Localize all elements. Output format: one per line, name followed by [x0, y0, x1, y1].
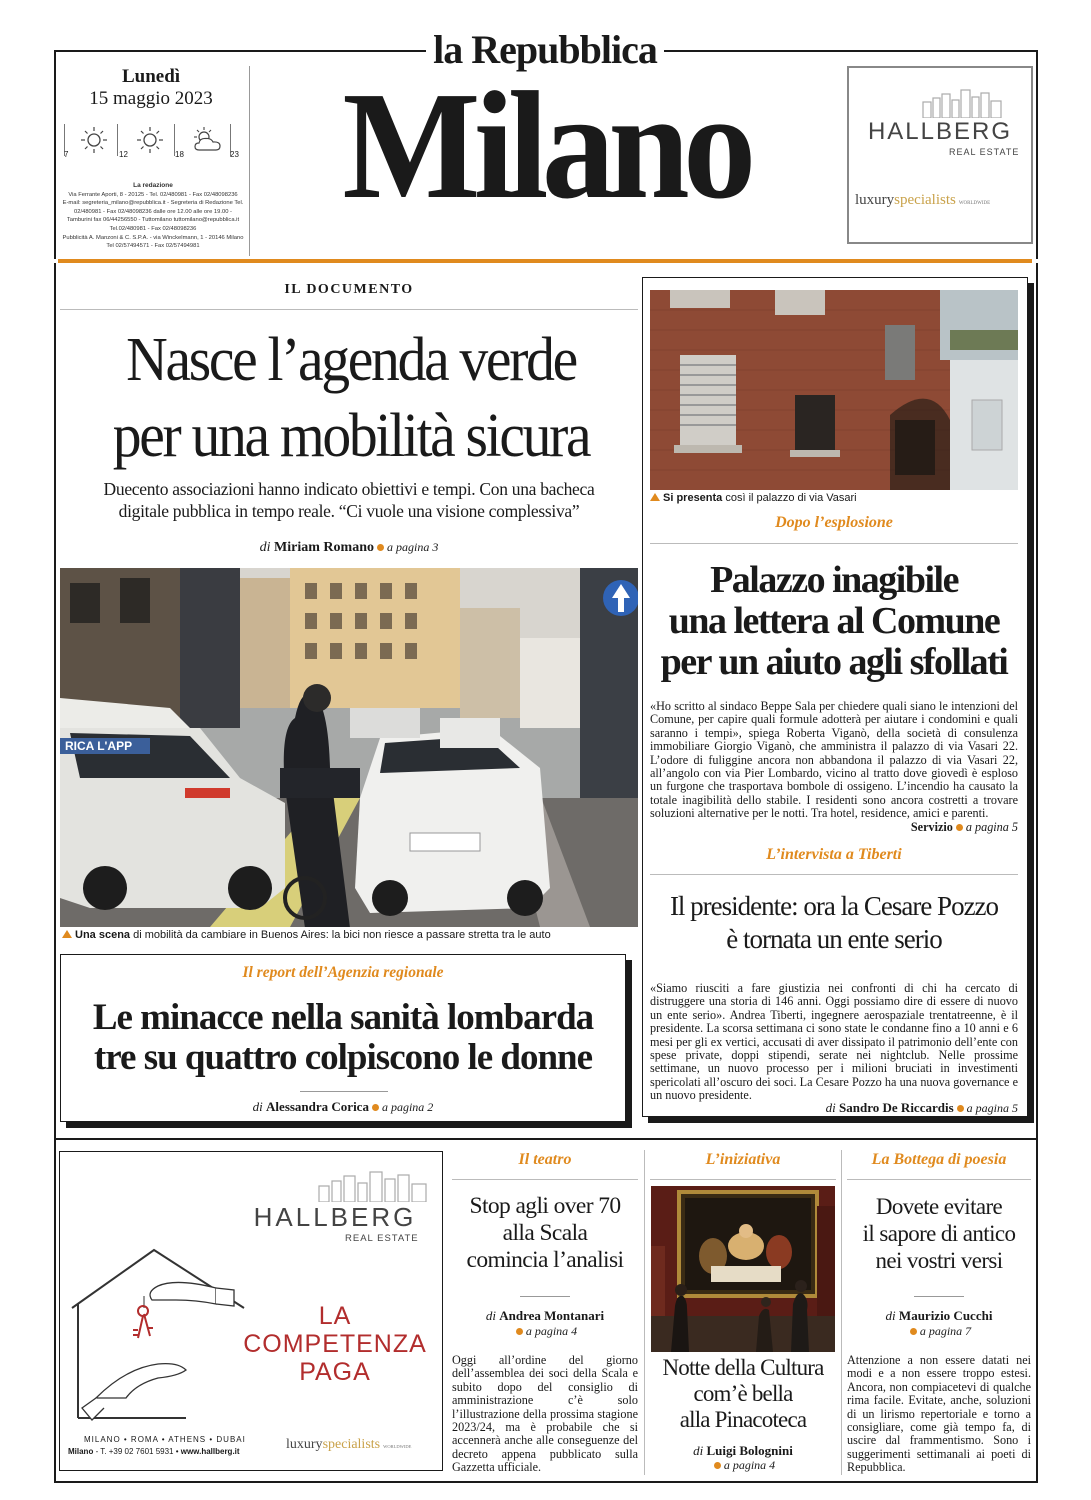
iniziativa-rule [650, 1179, 836, 1180]
byline-author[interactable]: Luigi Bolognini [706, 1443, 793, 1458]
bullet-dot [516, 1328, 523, 1335]
redazione-line: Tel 02/57494571 - Fax 02/57494981 [106, 243, 200, 250]
museum-gallery-image [651, 1186, 835, 1352]
masthead-rule-right [664, 50, 1038, 52]
day-label: Lunedì [121, 66, 181, 87]
teatro-byline [452, 1308, 638, 1339]
masthead-rule-left [54, 50, 426, 52]
luxury-specialists-logo [855, 192, 990, 209]
byline-page[interactable]: a pagina 3 [386, 540, 439, 554]
tiberti-headline-line: Il presidente: ora la Cesare Pozzo [669, 891, 999, 921]
poesia-kicker: La Bottega di poesia [871, 1151, 1007, 1168]
caption-text: di mobilità da cambiare in Buenos Aires: la bici non riesce a passare stretta tra le auto [130, 929, 551, 941]
byline-author[interactable]: Andrea Montanari [499, 1308, 605, 1323]
street-scene-image [60, 568, 638, 927]
bullet-dot [910, 1328, 917, 1335]
poesia-rule [847, 1179, 1031, 1180]
bullet-dot [714, 1462, 721, 1469]
byline-di: di [485, 1308, 496, 1323]
main-deck-line: digitale pubblica in tempo reale. “Ci vuole una visione complessiva” [118, 501, 580, 521]
main-byline [60, 540, 638, 556]
byline-author[interactable]: Miriam Romano [274, 540, 374, 555]
section-rule [60, 309, 638, 310]
bottom-section-rule [54, 1138, 1038, 1140]
box-shadow [66, 1122, 632, 1128]
redazione-line: Tel.02/480981 - Fax 02/48098236 [109, 225, 197, 232]
palazzo-sign: Servizio [910, 819, 953, 834]
byline-page[interactable]: a pagina 2 [381, 1100, 434, 1114]
ad-slogan-line: PAGA [299, 1358, 371, 1386]
poesia-short-rule [914, 1296, 964, 1297]
redazione-line: Pubblicità A. Manzoni & C. S.P.A. - via Winckelmann, 1 - 20146 Milano [62, 234, 244, 241]
date-label: 15 maggio 2023 [89, 88, 213, 109]
palazzo-headline[interactable] [646, 560, 1022, 683]
luxury-specialists-logo [286, 1437, 411, 1453]
byline-page[interactable]: a pagina 4 [525, 1324, 578, 1338]
redazione-line: Via Ferrante Aporti, 8 - 20125 - Tel. 02/480981 - Fax 02/48098236 [68, 191, 238, 198]
luxury-word: luxury [855, 192, 895, 208]
top-ad[interactable] [847, 66, 1033, 244]
main-headline[interactable] [77, 322, 626, 474]
skyline-icon [315, 1170, 435, 1202]
byline-page[interactable]: a pagina 7 [919, 1324, 972, 1338]
teatro-rule [452, 1179, 638, 1180]
sanita-headline-line: Le minacce nella sanità lombarda [92, 997, 594, 1038]
teatro-short-rule [520, 1296, 570, 1297]
house-keys-illustration [66, 1248, 246, 1423]
redazione-title: La redazione [133, 182, 173, 189]
box-shadow [626, 960, 632, 1128]
tiberti-body: «Siamo riusciti a fare giustizia nei confronti di chi ha cercato di distruggere una storia di 146 anni. Oggi possiamo dire di essere di nuovo un ente serio». Andrea Tiberti, ingegnere aerospaziale trentatreenne, è il presidente. La scorsa settimana ci sono state le condanne fino a 10 anni e 6 mesi per gli ex vertici, accusati di aver dissipato il patrimonio dell’ente con spese private, doppi stipendi, serate nei nightclub. Nelle prossime settimane, un nuovo processo per i milioni bruciati in investimenti spericolati all’oscuro dei soci. La Cesare Pozzo ha una nuova governance e un nuovo presidente. [650, 981, 1018, 1103]
main-photo-caption [62, 929, 638, 941]
sanita-headline[interactable] [62, 998, 624, 1078]
main-deck [56, 478, 642, 522]
masthead-right-border [1036, 51, 1038, 259]
main-headline-line: per una mobilità sicura [112, 402, 590, 470]
teatro-kicker: Il teatro [518, 1151, 572, 1168]
sanita-headline-line: tre su quattro colpiscono le donne [93, 1037, 593, 1078]
palazzo-kicker: Dopo l’esplosione [775, 514, 893, 531]
bullet-dot [957, 1105, 964, 1112]
tiberti-byline [650, 1100, 1018, 1116]
main-photo [60, 568, 638, 927]
specialists-word: specialists [322, 1437, 381, 1452]
redazione-line: 02/480981 - Fax 02/48098236 dalle ore 12.00 alle ore 19.00 - [74, 208, 232, 215]
poesia-headline[interactable] [844, 1193, 1034, 1274]
byline-di: di [259, 540, 271, 555]
luxury-word: luxury [286, 1437, 323, 1452]
cloud-sun-icon [190, 126, 226, 154]
box-shadow [1028, 283, 1034, 1123]
column-divider [841, 1150, 842, 1475]
sun-icon [78, 126, 110, 154]
caption-arrow-icon [62, 930, 72, 938]
ad-contact [68, 1447, 240, 1456]
byline-di: di [252, 1099, 263, 1114]
ad-slogan-line: LA [318, 1302, 352, 1330]
section-label: IL DOCUMENTO [284, 282, 414, 297]
caption-text: così il palazzo di via Vasari [722, 492, 857, 504]
skyline-icon [921, 88, 1005, 118]
bottom-page-rule [54, 1481, 1038, 1483]
orange-rule [58, 259, 1032, 263]
building-facade-image [650, 290, 1018, 490]
poesia-headline-line: il sapore di antico [862, 1221, 1016, 1246]
palazzo-headline-line: una lettera al Comune [668, 600, 1000, 642]
brand-logo: la Repubblica [433, 27, 657, 72]
redazione-block [58, 182, 248, 251]
palazzo-photo [650, 290, 1018, 490]
bullet-dot [377, 544, 384, 551]
byline-di: di [885, 1308, 896, 1323]
weather-temp: 12 [119, 150, 128, 159]
weather-temp: 18 [175, 150, 184, 159]
hallberg-sub: REAL ESTATE [345, 1233, 419, 1244]
tiberti-headline-line: è tornata un ente serio [726, 924, 942, 954]
byline-author[interactable]: Maurizio Cucchi [898, 1308, 993, 1323]
byline-author[interactable]: Alessandra Corica [266, 1099, 369, 1114]
iniziativa-headline[interactable] [646, 1355, 840, 1433]
palazzo-rule [650, 543, 1018, 544]
teatro-body: Oggi all’ordine del giorno dell’assemblea dei soci della Scala e subito dopo del consiglio di amministrazione c’è solo l’illustrazione della prossima stagione 2023/24, ma è probabile che si accennerà anche alle conseguenze del decreto appena pubblicato sulla Gazzetta ufficiale. [452, 1353, 638, 1475]
byline-di: di [825, 1100, 836, 1115]
caption-bold: Una scena [75, 929, 131, 941]
ad-website-link[interactable]: www.hallberg.it [180, 1447, 240, 1456]
hallberg-sub: REAL ESTATE [949, 147, 1020, 157]
tiberti-headline[interactable] [648, 890, 1020, 956]
worldwide-word: WORLDWIDE [958, 201, 991, 206]
palazzo-body-text: «Ho scritto al sindaco Beppe Sala per chiedere quali siano le intenzioni del Comune, per capire quali formule adotterà per aiutare i condomini e quali saranno i tempi», spiega Roberta Viganò, della società di consulenza immobiliare Giorgio Viganò, che amministra il palazzo di via Vasari 22. L’odore di fuliggine ancora non abbandona il palazzo di via Vasari 22, all’angolo con via Pier Lombardo, vicino al tratto dove giovedì è esploso un furgone che trasportava bombole di ossigeno. L’incendio ha causato la totale inagibilità dello stabile. I residenti sono ancora costretti a trovare soluzioni alternative per le notti. Tra hotel, residence, amici e parenti. [650, 699, 1018, 821]
byline-page[interactable]: a pagina 4 [723, 1458, 776, 1472]
column-divider [644, 1150, 645, 1475]
palazzo-photo-caption [650, 492, 1018, 504]
poesia-byline [847, 1308, 1031, 1339]
palazzo-page[interactable]: a pagina 5 [965, 819, 1018, 834]
iniziativa-headline-line: alla Pinacoteca [679, 1407, 807, 1432]
caption-arrow-icon [650, 493, 660, 501]
byline-page[interactable]: a pagina 5 [966, 1101, 1018, 1115]
main-headline-line: Nasce l’agenda verde [126, 326, 576, 394]
sun-icon [134, 126, 166, 154]
teatro-headline-line: Stop agli over 70 [469, 1193, 621, 1219]
ad-slogan-line: COMPETENZA [243, 1330, 427, 1358]
teatro-headline-line: comincia l’analisi [466, 1247, 624, 1273]
main-deck-line: Duecento associazioni hanno indicato obiettivi e tempi. Con una bacheca [103, 479, 595, 499]
ad-contact-city: Milano [68, 1447, 94, 1456]
byline-author[interactable]: Sandro De Riccardis [839, 1100, 954, 1115]
sanita-byline [62, 1099, 624, 1115]
weather-temp: 7 [64, 150, 69, 159]
palazzo-body [650, 700, 1018, 834]
poesia-headline-line: Dovete evitare [875, 1194, 1003, 1219]
masthead-divider [249, 66, 250, 256]
iniziativa-kicker: L’iniziativa [705, 1151, 781, 1168]
iniziativa-byline [650, 1444, 836, 1472]
teatro-headline[interactable] [450, 1193, 640, 1274]
date-block [60, 66, 242, 110]
specialists-word: specialists [894, 192, 956, 208]
caption-bold: Si presenta [663, 492, 723, 504]
byline-di: di [693, 1443, 704, 1458]
redazione-line: E-mail: segreteria_milano@repubblica.it - Segreteria di Redazione Tel. [62, 200, 244, 207]
page-right-border [1036, 1138, 1038, 1482]
redazione-line: Tamburini fax 06/44256550 - Tuttomilano tuttomilano@repubblica.it [66, 217, 240, 224]
palazzo-headline-line: per un aiuto agli sfollati [660, 641, 1008, 683]
page-right-border [1036, 263, 1038, 1140]
sanita-rule [300, 1091, 388, 1092]
masthead-left-border [54, 51, 56, 259]
pinacoteca-photo [651, 1186, 835, 1352]
ad-slogan [230, 1302, 440, 1386]
weather-strip [62, 124, 242, 160]
teatro-headline-line: alla Scala [502, 1220, 588, 1246]
poesia-body: Attenzione a non essere datati nei modi e a non essere troppo estesi. Ancora, non compiacetevi di qualche rima facile. Evitate, anche, soluzioni di un lirismo repertoriale e torno a consigliare, come già tempo fa, di uscire dal frammentismo. Sono i suggerimenti settimanali ai poeti di Repubblica. [847, 1353, 1031, 1475]
page-left-border [54, 263, 56, 1140]
bottom-ad[interactable] [59, 1151, 443, 1471]
city-title: Milano [342, 61, 750, 231]
ad-cities: MILANO • ROMA • ATHENS • DUBAI [84, 1435, 246, 1444]
iniziativa-headline-line: com’è bella [693, 1381, 793, 1406]
page-left-border [54, 1138, 56, 1482]
hallberg-logo: HALLBERG [253, 1202, 417, 1232]
tiberti-rule [650, 874, 1018, 875]
palazzo-headline-line: Palazzo inagibile [710, 559, 958, 601]
worldwide-word: WORLDWIDE [383, 1444, 412, 1449]
ad-contact-text: - T. +39 02 7601 5931 • [93, 1447, 181, 1456]
bus-sign-text: RICA L'APP [65, 739, 133, 753]
box-shadow [648, 1117, 1034, 1123]
hallberg-logo: HALLBERG [867, 118, 1013, 145]
weather-temp: 23 [230, 150, 239, 159]
iniziativa-headline-line: Notte della Cultura [662, 1355, 824, 1380]
poesia-headline-line: nei vostri versi [875, 1248, 1003, 1273]
bullet-dot [956, 824, 963, 831]
tiberti-kicker: L’intervista a Tiberti [766, 846, 902, 863]
bullet-dot [372, 1104, 379, 1111]
sanita-kicker: Il report dell’Agenzia regionale [242, 964, 444, 981]
